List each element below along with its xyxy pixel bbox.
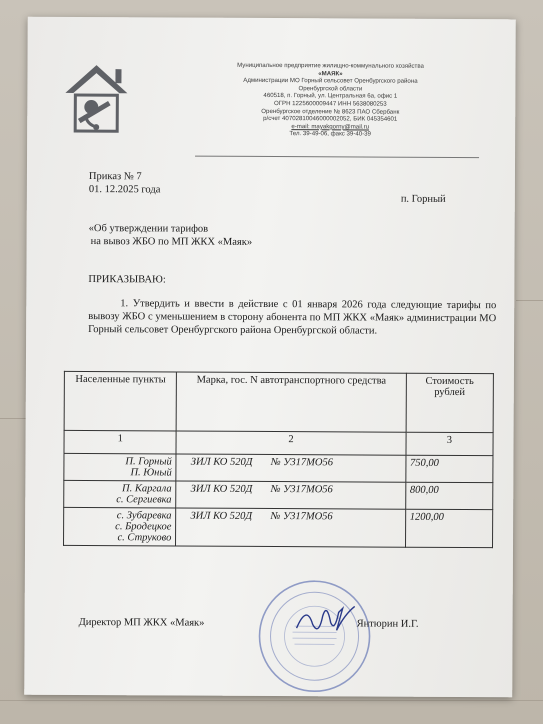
handwritten-signature-icon <box>293 598 359 638</box>
settlement: П. Горный <box>125 456 172 468</box>
signature-name: Янтюрин И.Г. <box>356 618 419 630</box>
tariff-table <box>63 371 494 548</box>
settlement: П. Юный <box>130 467 172 479</box>
order-number: Приказ № 7 <box>88 171 142 183</box>
letterhead-line: Муниципальное предприятие жилищно-коммунального хозяйства <box>237 61 424 70</box>
price-cell: 750,00 <box>405 455 493 482</box>
house-tools-logo-icon <box>61 59 131 139</box>
settlement: с. Бродецкое <box>115 521 172 533</box>
header-settlements: Населенные пункты <box>64 371 177 431</box>
letterhead-email: e-mail: mayakgorny@mail.ru <box>291 122 370 131</box>
table-row <box>64 480 493 509</box>
table-row <box>64 507 493 547</box>
tile-seam <box>0 700 543 701</box>
table-number-row <box>64 430 493 455</box>
letterhead-line: Оренбургской области <box>298 84 363 93</box>
document-sheet <box>24 17 516 698</box>
order-directive: ПРИКАЗЫВАЮ: <box>88 274 166 286</box>
vehicle-cell: ЗИЛ КО 520Д № У317МО56 <box>176 481 405 509</box>
vehicle-cell: ЗИЛ КО 520Д № У317МО56 <box>176 508 405 547</box>
signature-position: Директор МП ЖКХ «Маяк» <box>78 617 205 629</box>
header-price: Стоимость рублей <box>406 373 494 432</box>
letterhead-ogrn: ОГРН 1225600009447 ИНН 5638080253 <box>273 99 387 108</box>
settlement: с. Зубаревка <box>116 510 172 522</box>
vehicle-cell: ЗИЛ КО 520Д № У317МО56 <box>176 454 405 482</box>
settlements-cell <box>64 453 176 481</box>
settlement: с. Струково <box>117 532 172 544</box>
letterhead-bank: Оренбургское отделение № 8623 ПАО Сбербанк <box>261 107 400 116</box>
column-number: 3 <box>406 432 494 455</box>
column-number: 2 <box>176 431 405 455</box>
letterhead <box>195 62 465 139</box>
company-name: «МАЯК» <box>318 69 343 77</box>
letterhead-address: 460518, п. Горный, ул. Центральная 6а, офис 1 <box>263 92 398 101</box>
tile-seam <box>0 418 26 419</box>
order-paragraph <box>88 297 496 338</box>
letterhead-phones: Тел. 39-49-06, факс 39-40-39 <box>289 130 371 138</box>
settlements-cell <box>64 507 177 546</box>
price-cell: 1200,00 <box>405 509 493 547</box>
order-date: 01. 12.2025 года <box>88 184 161 196</box>
settlement: с. Сергиевка <box>116 494 172 506</box>
order-subject-line: на вывоз ЖБО по МП ЖКХ «Маяк» <box>90 236 253 248</box>
settlements-cell <box>64 480 176 508</box>
letterhead-line: Администрации МО Горный сельсовет Оренбургского района <box>243 77 418 85</box>
header-vehicle: Марка, гос. N автотранспортного средства <box>176 372 406 432</box>
settlement: П. Каргала <box>121 483 172 495</box>
table-header-row <box>64 371 493 432</box>
tile-seam <box>516 300 543 301</box>
letterhead-divider <box>195 156 479 158</box>
table-row <box>64 453 493 482</box>
order-subject-line: «Об утверждении тарифов <box>88 223 209 235</box>
order-place: п. Горный <box>400 193 446 205</box>
order-paragraph-text: 1. Утвердить и ввести в действие с 01 января 2026 года следующие тарифы по вывозу ЖБО с уменьшением в сторону абонента по МП ЖКХ «Маяк» администрации МО Горный сельсовет Оренбургского района Оренбургской области. <box>88 298 497 337</box>
letterhead-account: р/счет 40702810046000002052, БИК 045354601 <box>263 115 398 123</box>
column-number: 1 <box>64 430 176 454</box>
price-cell: 800,00 <box>405 482 493 509</box>
